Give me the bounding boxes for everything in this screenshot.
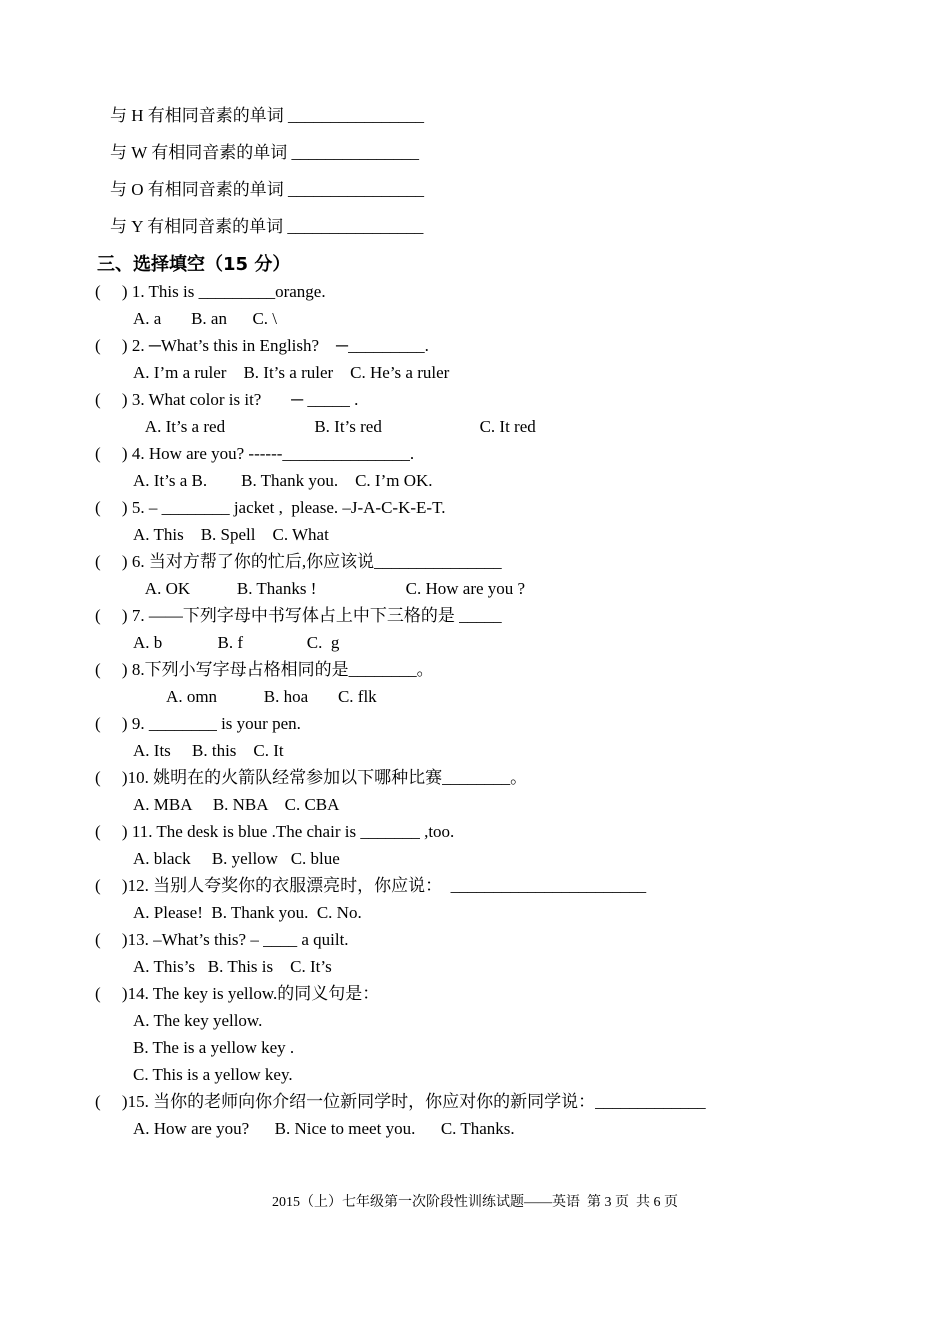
question-6: ( ) 6. 当对方帮了你的忙后,你应该说_______________ — [95, 552, 502, 571]
question-13-options: A. This’s B. This is C. It’s — [133, 957, 332, 976]
question-7: ( ) 7. ——下列字母中书写体占上中下三格的是 _____ — [95, 606, 502, 625]
question-1: ( ) 1. This is _________orange. — [95, 282, 326, 301]
question-14-option-c: C. This is a yellow key. — [133, 1065, 293, 1084]
question-3: ( ) 3. What color is it? ─ _____ . — [95, 390, 359, 409]
question-3-options: A. It’s a red B. It’s red C. It red — [133, 417, 536, 436]
question-4: ( ) 4. How are you? ------_______________. — [95, 444, 415, 463]
question-11-options: A. black B. yellow C. blue — [133, 849, 340, 868]
question-14: ( )14. The key is yellow.的同义句是： — [95, 984, 380, 1003]
question-5: ( ) 5. – ________ jacket , please. –J-A-C-K-E-T. — [95, 498, 446, 517]
question-9: ( ) 9. ________ is your pen. — [95, 714, 301, 733]
phonetic-line-h: 与 H 有相同音素的单词 ________________ — [110, 106, 425, 125]
question-10: ( )10. 姚明在的火箭队经常参加以下哪种比赛________。 — [95, 768, 528, 787]
page-footer: 2015（上）七年级第一次阶段性训练试题——英语 第 3 页 共 6 页 — [272, 1195, 678, 1210]
question-1-options: A. a B. an C. \ — [133, 309, 278, 328]
question-9-options: A. Its B. this C. It — [133, 741, 284, 760]
question-13: ( )13. –What’s this? – ____ a quilt. — [95, 930, 349, 949]
question-14-option-b: B. The is a yellow key . — [133, 1038, 295, 1057]
phonetic-line-y: 与 Y 有相同音素的单词 ________________ — [110, 217, 424, 236]
question-14-option-a: A. The key yellow. — [133, 1011, 263, 1030]
question-12-options: A. Please! B. Thank you. C. No. — [133, 903, 362, 922]
phonetic-line-w: 与 W 有相同音素的单词 _______________ — [110, 143, 419, 162]
question-8: ( ) 8.下列小写字母占格相同的是________。 — [95, 660, 434, 679]
question-11: ( ) 11. The desk is blue .The chair is _______ ,too. — [95, 822, 455, 841]
question-15-options: A. How are you? B. Nice to meet you. C. Thanks. — [133, 1119, 515, 1138]
question-5-options: A. This B. Spell C. What — [133, 525, 329, 544]
question-10-options: A. MBA B. NBA C. CBA — [133, 795, 340, 814]
question-6-options: A. OK B. Thanks ! C. How are you ? — [133, 579, 526, 598]
question-8-options: A. omn B. hoa C. flk — [133, 687, 377, 706]
question-2-options: A. I’m a ruler B. It’s a ruler C. He’s a ruler — [133, 363, 450, 382]
question-2: ( ) 2. ─What’s this in English? ─_________. — [95, 336, 429, 355]
question-15: ( )15. 当你的老师向你介绍一位新同学时，你应对你的新同学说：_____________ — [95, 1092, 706, 1111]
question-12: ( )12. 当别人夸奖你的衣服漂亮时，你应说： _______________________ — [95, 876, 647, 895]
phonetic-line-o: 与 O 有相同音素的单词 ________________ — [110, 180, 425, 199]
question-4-options: A. It’s a B. B. Thank you. C. I’m OK. — [133, 471, 433, 490]
section-title: 三、选择填空（15 分） — [97, 254, 291, 275]
question-7-options: A. b B. f C. g — [133, 633, 340, 652]
